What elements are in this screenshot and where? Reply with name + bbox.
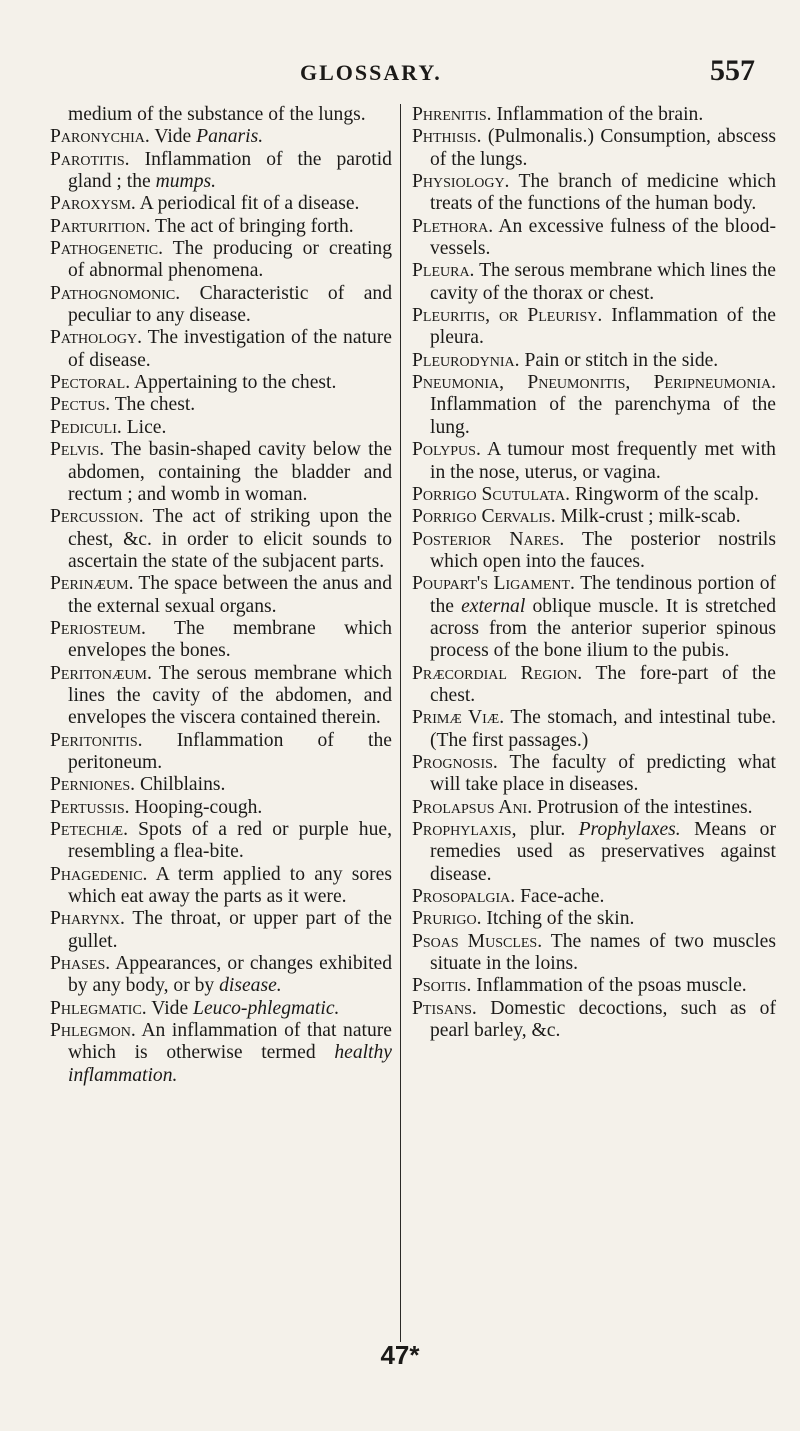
- glossary-term: Polypus.: [412, 439, 481, 461]
- glossary-term: Phases.: [50, 953, 111, 975]
- glossary-italic: mumps.: [155, 171, 217, 193]
- glossary-entry: [412, 529, 776, 574]
- glossary-entry: [50, 774, 392, 796]
- glossary-definition: Protrusion of the intestines.: [537, 796, 753, 818]
- glossary-term: Phthisis.: [412, 126, 482, 148]
- glossary-definition: The posterior nostrils which open into the fauces.: [430, 528, 776, 572]
- glossary-entry: [50, 506, 392, 573]
- glossary-definition: Vide: [154, 126, 197, 148]
- glossary-entry: [50, 327, 392, 372]
- glossary-term: Phrenitis.: [412, 104, 492, 125]
- glossary-entry: [412, 484, 776, 506]
- glossary-entry: [50, 238, 392, 283]
- glossary-entry: [50, 394, 392, 416]
- glossary-entry: [50, 573, 392, 618]
- glossary-entry: [50, 819, 392, 864]
- glossary-entry: [50, 149, 392, 194]
- glossary-entry: [50, 283, 392, 328]
- glossary-definition: The throat, or upper part of the gullet.: [68, 908, 393, 952]
- glossary-italic: Panaris.: [196, 126, 264, 148]
- running-head: GLOSSARY.: [300, 60, 442, 85]
- glossary-definition: A periodical fit of a disease.: [139, 193, 360, 215]
- glossary-definition: The names of two muscles situate in the loins.: [430, 930, 776, 975]
- glossary-entry: [50, 797, 392, 819]
- glossary-definition: medium of the substance of the lungs.: [68, 104, 366, 125]
- glossary-definition: The investigation of the nature of disease.: [68, 327, 393, 371]
- glossary-term: Peritonæum.: [50, 662, 152, 684]
- glossary-entry: [50, 618, 392, 663]
- glossary-definition: Inflammation of the brain.: [496, 104, 704, 125]
- glossary-definition: Inflammation of the pleura.: [430, 305, 776, 349]
- glossary-entry: [412, 439, 776, 484]
- glossary-definition: Vide: [151, 997, 194, 1019]
- glossary-term: Paroxysm.: [50, 193, 136, 215]
- glossary-entry: [50, 953, 392, 998]
- glossary-entry: [412, 931, 776, 976]
- glossary-entry: [412, 797, 776, 819]
- glossary-entry: [50, 126, 392, 148]
- glossary-term: Prophylaxis,: [412, 819, 517, 840]
- glossary-term: Psoitis.: [412, 975, 472, 997]
- glossary-term: Pectus.: [50, 394, 111, 416]
- glossary-entry: [50, 998, 392, 1020]
- glossary-definition: Chilblains.: [139, 774, 226, 796]
- glossary-term: Pleura.: [412, 260, 475, 282]
- glossary-definition: The fore-part of the chest.: [430, 662, 776, 706]
- glossary-entry: [50, 864, 392, 909]
- glossary-italic: healthy inflammation.: [68, 1042, 392, 1086]
- glossary-term: Perniones.: [50, 774, 136, 796]
- glossary-entry: [50, 1020, 392, 1087]
- glossary-entry: [412, 975, 776, 997]
- glossary-italic: Prophylaxes.: [578, 819, 681, 840]
- glossary-definition: (Pulmonalis.) Consumption, abscess of the lungs.: [430, 126, 776, 170]
- glossary-entry: [412, 998, 776, 1043]
- signature-mark: 47*: [380, 1340, 420, 1370]
- glossary-entry: [412, 573, 776, 662]
- glossary-entry: [412, 350, 776, 372]
- glossary-definition: The stomach, and intestinal tube. (The first passages.): [430, 707, 776, 751]
- glossary-definition: The chest.: [114, 394, 196, 416]
- glossary-definition: A term applied to any sores which eat away the parts as it were.: [68, 863, 392, 908]
- page-header: [0, 54, 800, 100]
- glossary-term: Psoas Muscles.: [412, 930, 543, 952]
- glossary-entry: [412, 908, 776, 930]
- glossary-entry: [50, 730, 392, 775]
- glossary-definition: The act of striking upon the chest, &c. in order to elicit sounds to ascertain the state of the subjacent parts.: [68, 506, 392, 572]
- glossary-italic: Leuco-phlegmatic.: [193, 997, 340, 1019]
- glossary-definition: Spots of a red or purple hue, resembling a flea-bite.: [68, 819, 392, 863]
- glossary-entry: [412, 104, 776, 126]
- glossary-term: Porrigo Cervalis.: [412, 506, 556, 528]
- glossary-entry: [50, 104, 392, 126]
- glossary-entry: [412, 506, 776, 528]
- glossary-italic: disease.: [219, 975, 282, 997]
- glossary-definition: Inflammation of the parotid gland ; the: [68, 148, 392, 193]
- glossary-entry: [50, 216, 392, 238]
- glossary-term: Prurigo.: [412, 908, 482, 930]
- glossary-definition: Pain or stitch in the side.: [524, 349, 719, 371]
- glossary-term: Physiology.: [412, 171, 510, 193]
- glossary-term: Pneumonia, Pneumonitis, Peripneumonia.: [412, 372, 776, 394]
- glossary-entry: [412, 752, 776, 797]
- glossary-entry: [50, 193, 392, 215]
- glossary-entry: [412, 305, 776, 350]
- glossary-definition: Hooping-cough.: [134, 796, 263, 818]
- glossary-term: Pathology.: [50, 327, 143, 349]
- glossary-column-right: [400, 104, 776, 1342]
- glossary-definition: Inflammation of the parenchyma of the lung.: [430, 394, 776, 438]
- glossary-term: Pleurodynia.: [412, 349, 520, 371]
- glossary-term: Pleuritis, or Pleurisy.: [412, 305, 603, 327]
- glossary-term: Percussion.: [50, 506, 144, 528]
- glossary-term: Phlegmatic.: [50, 997, 147, 1019]
- glossary-entry: [412, 216, 776, 261]
- glossary-term: Poupart's Ligament.: [412, 573, 575, 595]
- glossary-definition: Inflammation of the psoas muscle.: [476, 975, 747, 997]
- glossary-term: Pediculi.: [50, 416, 122, 438]
- glossary-definition: Appearances, or changes exhibited by any body, or by: [68, 953, 393, 997]
- glossary-italic: external: [461, 595, 526, 617]
- glossary-entry: [50, 439, 392, 506]
- glossary-term: Ptisans.: [412, 997, 477, 1019]
- glossary-entry: [412, 819, 776, 886]
- glossary-definition: An excessive fulness of the blood-vessels.: [430, 215, 776, 260]
- glossary-definition: The producing or creating of abnormal phenomena.: [68, 238, 392, 282]
- glossary-term: Pharynx.: [50, 908, 125, 930]
- glossary-term: Plethora.: [412, 215, 494, 237]
- glossary-definition: Milk-crust ; milk-scab.: [560, 506, 741, 528]
- glossary-entry: [412, 171, 776, 216]
- glossary-definition: The basin-shaped cavity below the abdomen, containing the bladder and rectum ; and womb in woman.: [68, 439, 393, 505]
- glossary-definition: Inflammation of the peritoneum.: [68, 729, 392, 773]
- glossary-entry: [50, 908, 392, 953]
- glossary-definition: Appertaining to the chest.: [133, 372, 337, 394]
- glossary-definition: Characteristic of and peculiar to any disease.: [68, 282, 392, 327]
- glossary-entry: [412, 126, 776, 171]
- glossary-term: Parotitis.: [50, 148, 130, 170]
- glossary-definition: plur.: [529, 819, 579, 840]
- glossary-definition: The membrane which envelopes the bones.: [68, 617, 392, 662]
- glossary-entry: [412, 260, 776, 305]
- glossary-definition: A tumour most frequently met with in the nose, uterus, or vagina.: [430, 439, 776, 483]
- glossary-term: Phagedenic.: [50, 863, 148, 885]
- glossary-term: Primæ Viæ.: [412, 707, 505, 729]
- glossary-term: Pathogenetic.: [50, 238, 164, 260]
- glossary-column-left: [50, 104, 392, 1087]
- glossary-entry: [50, 417, 392, 439]
- glossary-term: Pertussis.: [50, 796, 130, 818]
- glossary-term: Porrigo Scutulata.: [412, 483, 571, 505]
- glossary-definition: The tendinous portion of the: [430, 573, 777, 617]
- glossary-term: Pelvis.: [50, 439, 105, 461]
- glossary-definition: The serous membrane which lines the cavity of the abdomen, and envelopes the viscera contained therein.: [68, 662, 392, 729]
- glossary-definition: Itching of the skin.: [486, 908, 635, 930]
- glossary-term: Parturition.: [50, 215, 151, 237]
- glossary-term: Paronychia.: [50, 126, 150, 148]
- glossary-term: Prognosis.: [412, 751, 498, 773]
- glossary-entry: [412, 707, 776, 752]
- glossary-definition: The act of bringing forth.: [155, 215, 354, 237]
- glossary-entry: [412, 372, 776, 439]
- glossary-term: Prolapsus Ani.: [412, 796, 533, 818]
- glossary-definition-tail: oblique muscle. It is stretched across from the anterior superior spinous process of the bone ilium to the pubis.: [430, 595, 776, 662]
- glossary-definition: An inflammation of that nature which is otherwise termed: [68, 1020, 392, 1064]
- glossary-definition: The space between the anus and the external sexual organs.: [68, 573, 393, 617]
- glossary-term: Prosopalgia.: [412, 886, 516, 908]
- glossary-term: Perinæum.: [50, 573, 134, 595]
- glossary-definition: Face-ache.: [520, 886, 605, 908]
- glossary-entry: [50, 663, 392, 730]
- glossary-definition: Ringworm of the scalp.: [574, 483, 759, 505]
- glossary-definition: Domestic decoctions, such as of pearl barley, &c.: [430, 997, 776, 1042]
- glossary-term: Periosteum.: [50, 617, 146, 639]
- glossary-term: Posterior Nares.: [412, 528, 565, 550]
- glossary-term: Præcordial Region.: [412, 662, 583, 684]
- glossary-entry: [50, 372, 392, 394]
- glossary-entry: [412, 663, 776, 708]
- glossary-definition: The serous membrane which lines the cavity of the thorax or chest.: [430, 260, 776, 304]
- glossary-entry: [412, 886, 776, 908]
- glossary-term: Phlegmon.: [50, 1020, 136, 1042]
- glossary-term: Pectoral.: [50, 372, 131, 394]
- glossary-term: Pathognomonic.: [50, 282, 181, 304]
- glossary-definition-tail: Means or remedies used as preservatives against disease.: [430, 819, 776, 885]
- glossary-definition: The branch of medicine which treats of the functions of the human body.: [430, 171, 777, 215]
- glossary-definition: The faculty of predicting what will take place in diseases.: [430, 751, 777, 796]
- page-number: 557: [710, 54, 755, 87]
- glossary-term: Peritonitis.: [50, 729, 143, 751]
- glossary-definition: Lice.: [126, 416, 167, 438]
- glossary-term: Petechiæ.: [50, 819, 129, 840]
